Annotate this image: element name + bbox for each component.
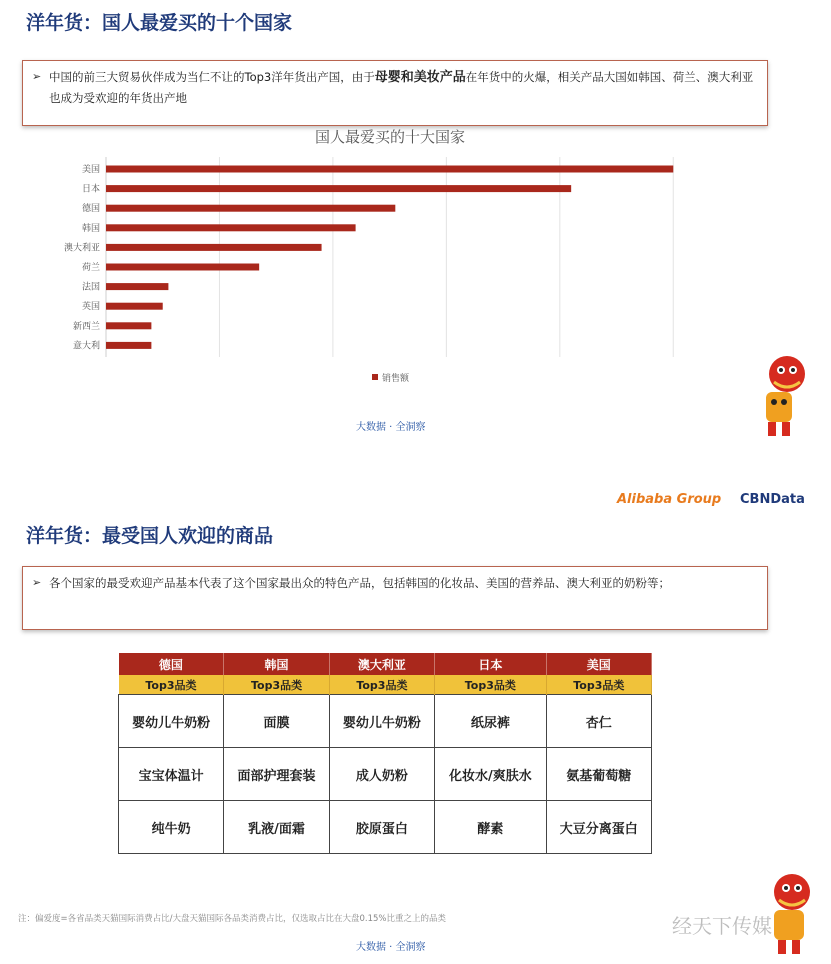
chart-caption: 大数据 · 全洞察 <box>356 422 426 433</box>
table-cell: 婴幼儿牛奶粉 <box>119 695 224 748</box>
section1-text-part1: 中国的前三大贸易伙伴成为当仁不让的Top3洋年货出产国，由于 <box>49 70 375 84</box>
bar-法国 <box>106 283 168 290</box>
bar-德国 <box>106 205 395 212</box>
country-header: 日本 <box>435 653 547 675</box>
footnote: 注：偏爱度=各省品类天猫国际消费占比/大盘天猫国际各品类消费占比，仅选取占比在大盘0.15%比重之上的品类 <box>18 914 446 924</box>
legend-label: 销售额 <box>382 374 410 384</box>
table-row <box>119 748 652 801</box>
table-cell: 面膜 <box>224 695 329 748</box>
section1-text-strong: 母婴和美妆产品 <box>374 70 466 85</box>
table-cell: 乳液/面霜 <box>224 801 329 854</box>
table-cell: 大豆分离蛋白 <box>546 801 651 854</box>
table-subheader-row <box>119 675 652 695</box>
section2-title: 洋年货：最受国人欢迎的商品 <box>26 525 274 547</box>
bar-美国 <box>106 166 673 173</box>
category-label: 德国 <box>81 204 100 215</box>
legend-swatch <box>372 374 378 380</box>
section1-summary-box <box>22 60 768 126</box>
top3-categories-table <box>118 653 652 854</box>
table-header-row <box>119 653 652 675</box>
country-header: 澳大利亚 <box>329 653 434 675</box>
table-cell: 面部护理套装 <box>224 748 329 801</box>
category-label: 澳大利亚 <box>63 243 100 254</box>
top3-subheader: Top3品类 <box>546 675 651 695</box>
table-row <box>119 801 652 854</box>
bar-日本 <box>106 185 571 192</box>
top3-subheader: Top3品类 <box>224 675 329 695</box>
table-cell: 纯牛奶 <box>119 801 224 854</box>
bottom-caption: 大数据 · 全洞察 <box>356 942 426 953</box>
category-label: 美国 <box>81 165 100 175</box>
bar-意大利 <box>106 342 151 349</box>
table-cell: 化妆水/爽肤水 <box>435 748 547 801</box>
section1-title: 洋年货：国人最爱买的十个国家 <box>26 12 293 34</box>
section1-text-part2: 在年货中的火爆，相关产品大国如韩国、荷兰、澳大利亚也成为受欢迎的年货出产地 <box>49 70 754 105</box>
table-cell: 成人奶粉 <box>329 748 434 801</box>
table-cell: 纸尿裤 <box>435 695 547 748</box>
wechat-watermark: 经天下传媒 <box>672 914 772 938</box>
top3-subheader: Top3品类 <box>435 675 547 695</box>
category-label: 荷兰 <box>81 263 100 273</box>
category-label: 韩国 <box>81 223 100 234</box>
alibaba-group-logo: Alibaba Group <box>617 492 722 507</box>
category-label: 日本 <box>81 184 100 195</box>
chart-title: 国人最爱买的十大国家 <box>314 128 466 146</box>
category-label: 法国 <box>81 282 100 293</box>
bar-新西兰 <box>106 322 151 329</box>
table-cell: 胶原蛋白 <box>329 801 434 854</box>
bar-英国 <box>106 303 163 310</box>
category-label: 新西兰 <box>72 321 100 332</box>
bar-韩国 <box>106 224 356 231</box>
category-label: 英国 <box>81 302 100 313</box>
table-cell: 宝宝体温计 <box>119 748 224 801</box>
table-cell: 酵素 <box>435 801 547 854</box>
table-cell: 杏仁 <box>546 695 651 748</box>
top10-countries-bar-chart <box>40 122 760 392</box>
lion-dance-mascot-icon <box>752 352 812 442</box>
country-header: 美国 <box>546 653 651 675</box>
arrow-bullet-icon: ➢ <box>32 70 42 83</box>
table-row <box>119 695 652 748</box>
country-header: 德国 <box>119 653 224 675</box>
bar-荷兰 <box>106 264 259 271</box>
top3-subheader: Top3品类 <box>119 675 224 695</box>
section2-summary-box <box>22 566 768 630</box>
table-cell: 婴幼儿牛奶粉 <box>329 695 434 748</box>
section2-text: 各个国家的最受欢迎产品基本代表了这个国家最出众的特色产品，包括韩国的化妆品、美国的营养品、澳大利亚的奶粉等； <box>49 576 670 590</box>
category-label: 意大利 <box>72 341 100 352</box>
bar-澳大利亚 <box>106 244 322 251</box>
cbndata-logo: CBNData <box>740 492 805 507</box>
top3-subheader: Top3品类 <box>329 675 434 695</box>
arrow-bullet-icon: ➢ <box>32 576 42 589</box>
table-cell: 氨基葡萄糖 <box>546 748 651 801</box>
country-header: 韩国 <box>224 653 329 675</box>
